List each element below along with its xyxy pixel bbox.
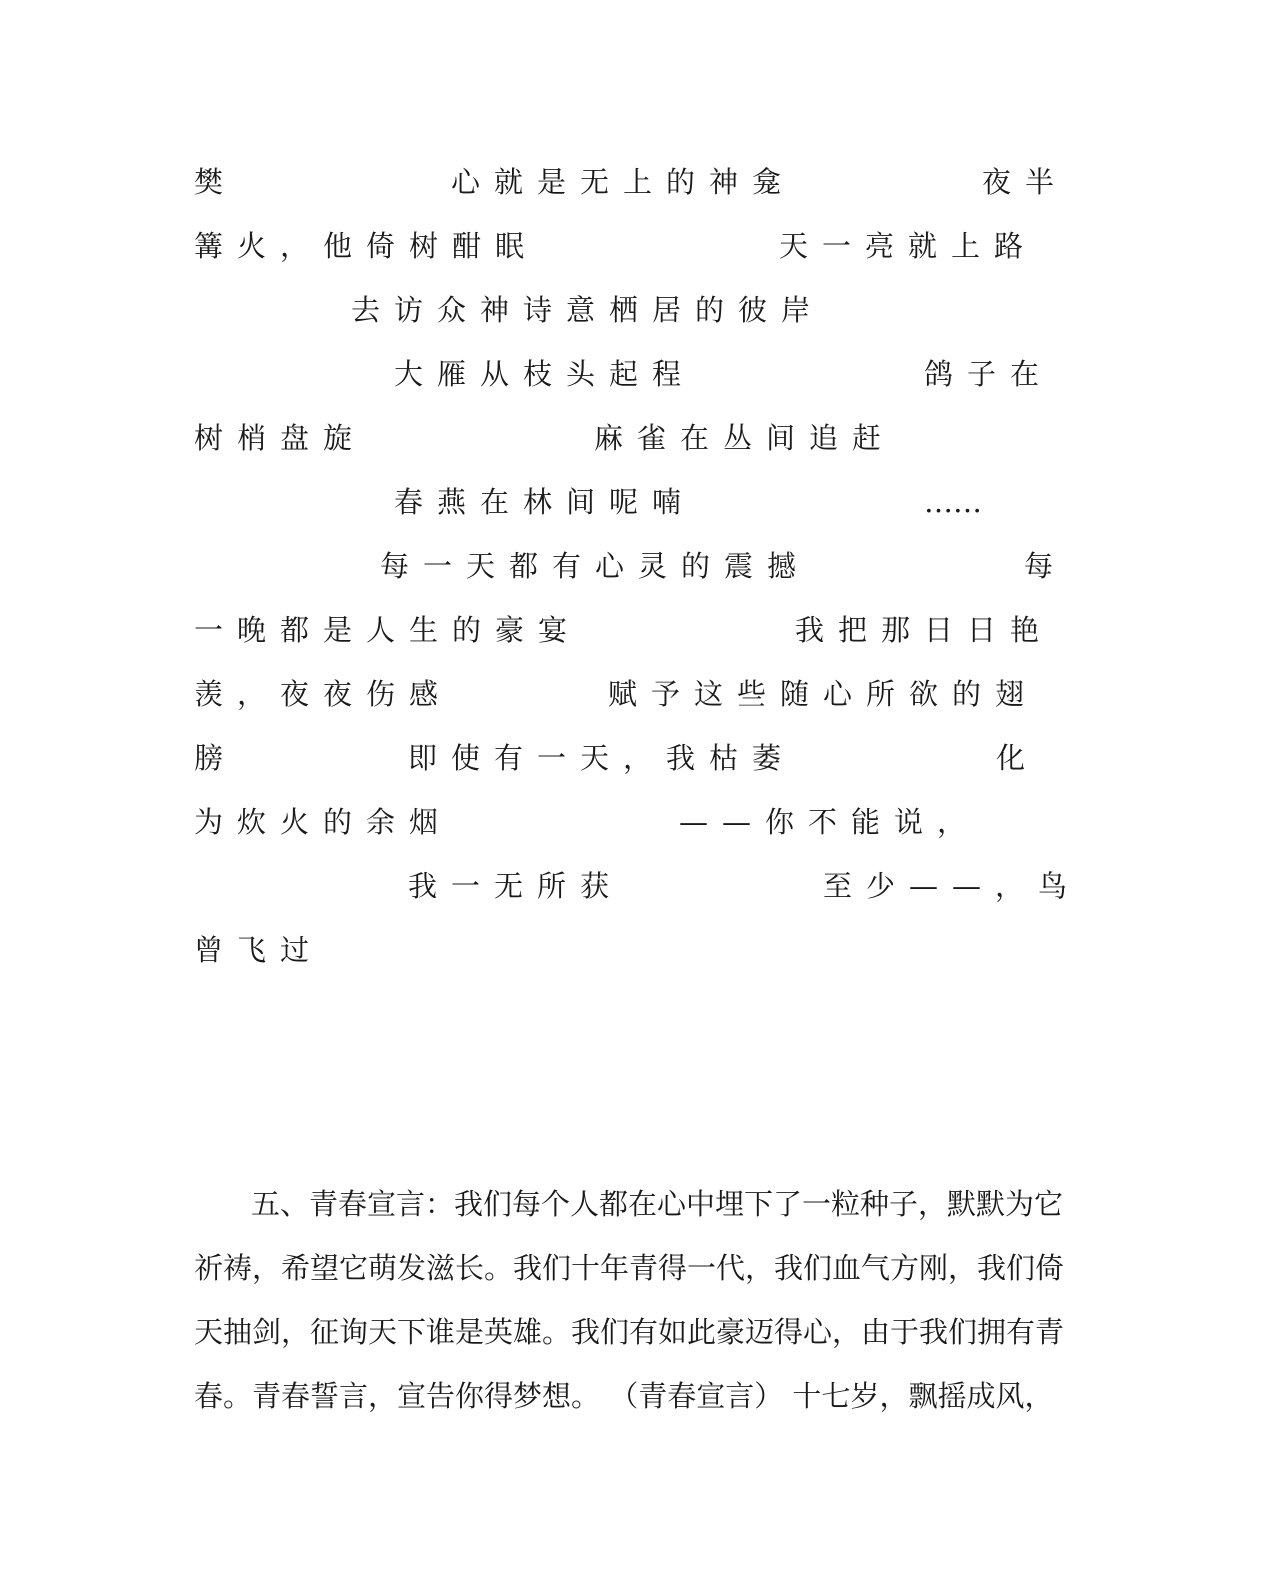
poem-segment: 樊 (194, 165, 238, 199)
poem-segment: 心就是无上的神龛 (451, 165, 796, 199)
poem-segment: …… (924, 485, 982, 519)
section5-line-4: 春。青春誓言，宣告你得梦想。 （青春宣言） 十七岁，飘摇成风， (194, 1379, 1054, 1413)
poem-segment: 即使有一天，我枯萎 (408, 741, 796, 775)
poem-segment: 赋予这些随心所欲的翅 (608, 677, 1039, 711)
section5-line-1: 五、青春宣言：我们每个人都在心中埋下了一粒种子，默默为它 (251, 1187, 1064, 1221)
poem-segment: 鸽子在 (924, 357, 1054, 391)
poem-segment: 夜半 (982, 165, 1069, 199)
poem-segment: ——你不能说， (679, 805, 981, 839)
poem-segment: 去访众神诗意栖居的彼岸 (351, 293, 825, 327)
poem-segment: 每 (1024, 549, 1068, 583)
poem-segment: 树梢盘旋 (194, 421, 367, 455)
poem-segment: 麻雀在丛间追赶 (594, 421, 896, 455)
poem-segment: 每一天都有心灵的震撼 (380, 549, 811, 583)
poem-segment: 羡，夜夜伤感 (194, 677, 453, 711)
poem-segment: 天一亮就上路 (779, 229, 1038, 263)
poem-segment: 篝火，他倚树酣眠 (194, 229, 539, 263)
section5-line-3: 天抽剑，征询天下谁是英雄。我们有如此豪迈得心，由于我们拥有青 (194, 1315, 1065, 1349)
poem-segment: 膀 (194, 741, 238, 775)
poem-segment: 春燕在林间呢喃 (394, 485, 696, 519)
poem-segment: 一晚都是人生的豪宴 (194, 613, 582, 647)
section5-line-2: 祈祷，希望它萌发滋长。我们十年青得一代，我们血气方刚，我们倚 (194, 1251, 1065, 1285)
poem-segment: 大雁从枝头起程 (394, 357, 696, 391)
poem-segment: 至少——，鸟 (823, 869, 1082, 903)
poem-segment: 曾飞过 (194, 933, 324, 967)
poem-segment: 为炊火的余烟 (194, 805, 453, 839)
poem-segment: 化 (996, 741, 1040, 775)
poem-segment: 我把那日日艳 (795, 613, 1054, 647)
poem-segment: 我一无所获 (408, 869, 624, 903)
